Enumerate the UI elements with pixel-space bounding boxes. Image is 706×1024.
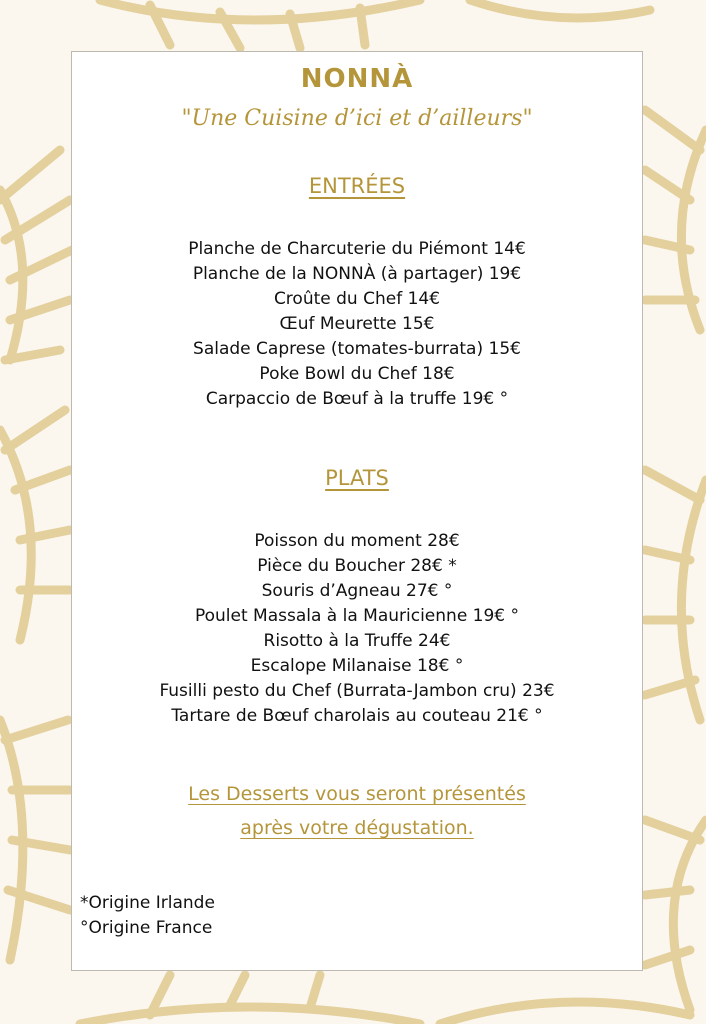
- menu-item: Salade Caprese (tomates-burrata) 15€: [193, 339, 521, 359]
- footnote-origin-ireland: *Origine Irlande: [80, 893, 215, 913]
- desserts-note-line-2: après votre dégustation.: [240, 817, 474, 839]
- menu-item: Planche de Charcuterie du Piémont 14€: [188, 239, 526, 259]
- section-heading-plats: PLATS: [325, 466, 389, 490]
- menu-item: Fusilli pesto du Chef (Burrata-Jambon cru) 23€: [159, 681, 555, 701]
- section-heading-entrees: ENTRÉES: [308, 174, 406, 198]
- menu-item: Œuf Meurette 15€: [279, 314, 435, 334]
- desserts-note-line-1: Les Desserts vous seront présentés: [188, 783, 526, 805]
- restaurant-tagline: "Une Cuisine d’ici et d’ailleurs": [181, 106, 533, 131]
- restaurant-name: NONNÀ: [300, 64, 414, 94]
- menu-item: Souris d’Agneau 27€ °: [261, 581, 453, 601]
- menu-item: Risotto à la Truffe 24€: [263, 631, 451, 651]
- footnote-origin-france: °Origine France: [80, 918, 213, 938]
- menu-item: Escalope Milanaise 18€ °: [250, 656, 464, 676]
- menu-item: Poisson du moment 28€: [254, 531, 460, 551]
- menu-item: Poulet Massala à la Mauricienne 19€ °: [194, 606, 520, 626]
- menu-item: Planche de la NONNÀ (à partager) 19€: [192, 264, 522, 284]
- menu-item: Tartare de Bœuf charolais au couteau 21€ °: [171, 706, 543, 726]
- menu-item: Pièce du Boucher 28€ *: [257, 556, 457, 576]
- menu-card: [71, 51, 643, 971]
- menu-item: Carpaccio de Bœuf à la truffe 19€ °: [205, 389, 509, 409]
- menu-item: Croûte du Chef 14€: [273, 289, 441, 309]
- menu-item: Poke Bowl du Chef 18€: [259, 364, 455, 384]
